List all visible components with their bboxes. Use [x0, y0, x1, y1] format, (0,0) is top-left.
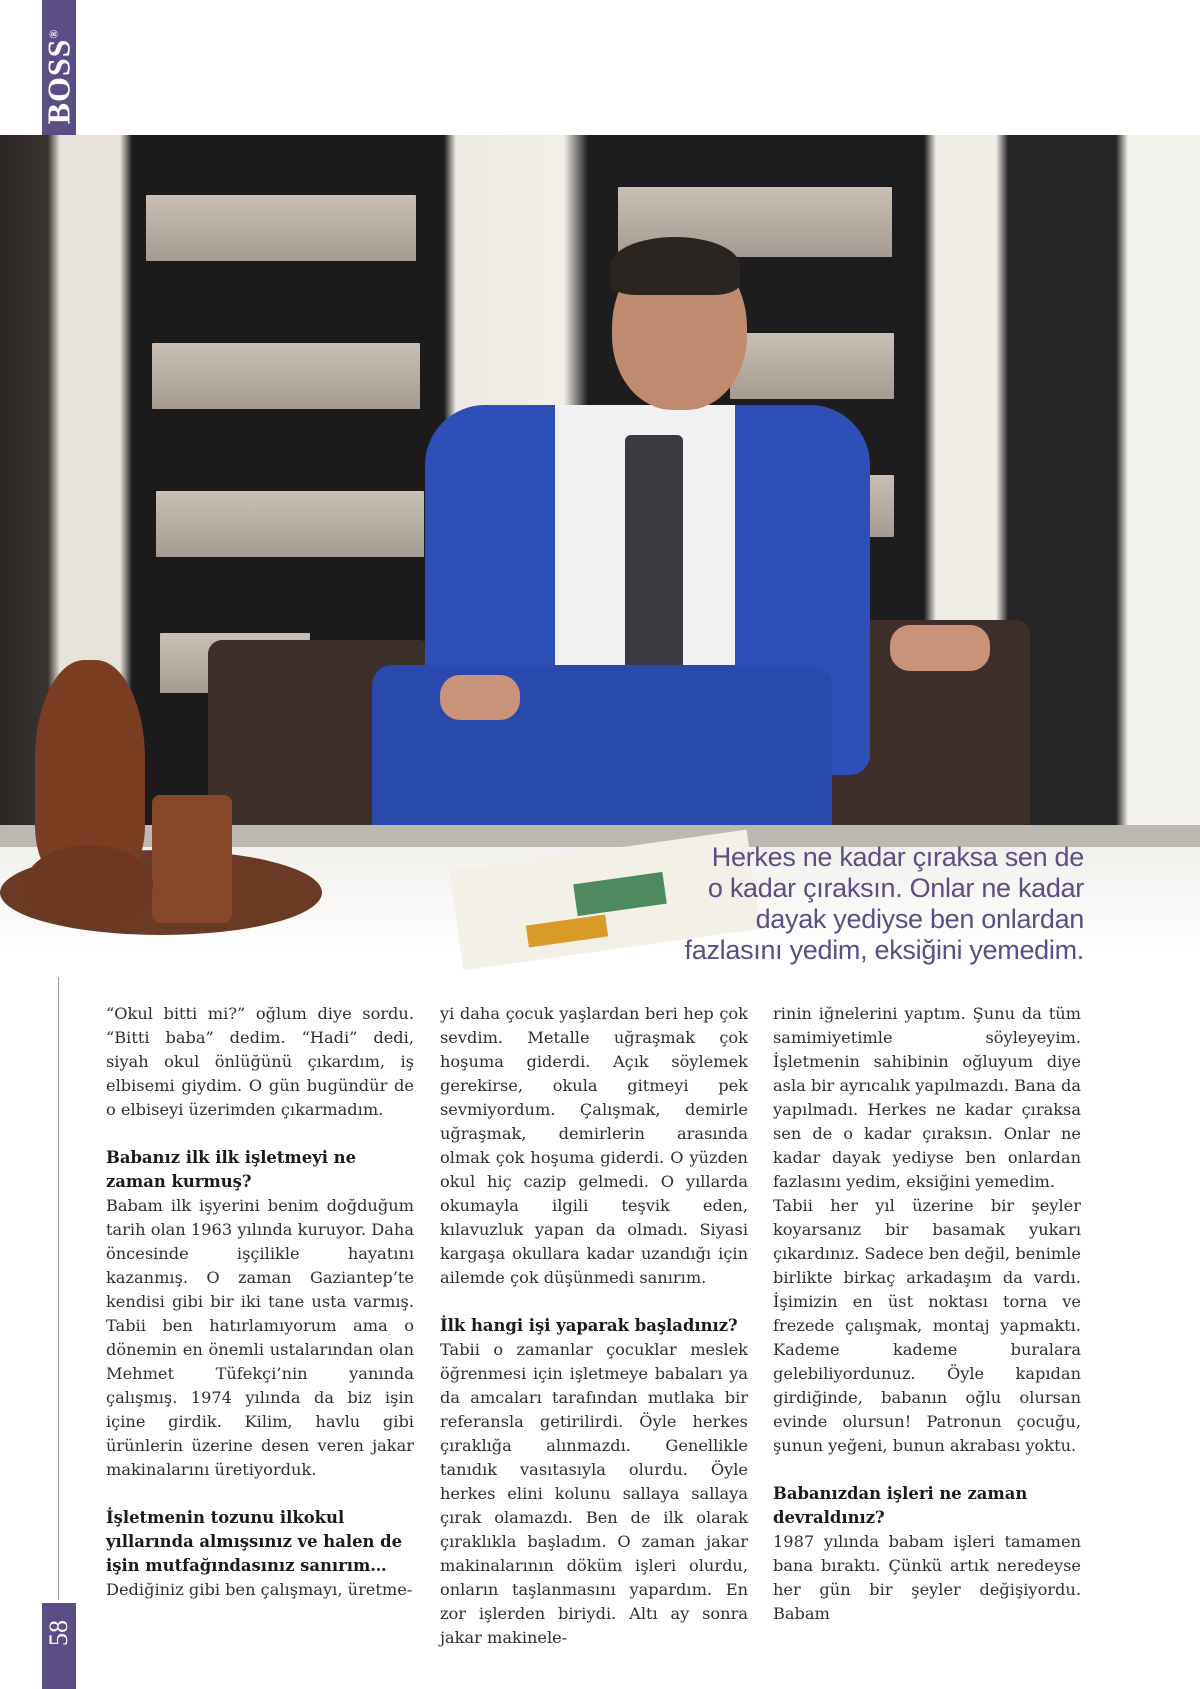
decor-bowl: [25, 845, 153, 925]
brand-logo: BOSS®: [40, 28, 77, 124]
page-number: 58: [44, 1620, 73, 1646]
article-column-2: [440, 1002, 748, 1650]
interview-question: Babanızdan işleri ne zaman devraldınız?: [773, 1484, 1028, 1527]
short-vase: [152, 795, 232, 923]
body-paragraph: Babam ilk işyerini benim doğduğum tarih olan 1963 yılında kuruyor. Daha öncesinde işçilikle hayatını kazanmış. O zaman Gaziantep’te kendisi gibi bir iki tane usta varmış. Tabii ben hatırlamıyorum ama o dönemin en önemli ustalarından olan Mehmet Tüfekçi’nin yanında çalışmış. 1974 yılında da biz işin içine girdik. Kilim, havlu gibi ürünlerin üzerine desen veren jakar makinalarını üretiyorduk.: [106, 1196, 414, 1479]
door-glass-panel: [152, 343, 420, 409]
body-paragraph: 1987 yılında babam işleri tamamen bana bıraktı. Çünkü artık neredeyse her gün bir şeyler değişiyordu. Babam: [773, 1532, 1081, 1623]
door-glass-panel: [146, 195, 416, 261]
body-paragraph: Tabii o zamanlar çocuklar meslek öğrenmesi için işletmeye babaları ya da amcaları tarafından mutlaka bir referansla getirilirdi. Öyle herkes çıraklığa alınmazdı. Genellikle tanıdık vasıtasıyla olurdu. Öyle herkes elini kolunu sallaya sallaya çırak olamazdı. Ben de ilk olarak çıraklıkla başladım. O zaman jakar makinalarının döküm işleri olurdu, onların taşlanmasını yapardım. En zor işlerden biriydi. Altı ay sonra jakar makinele-: [440, 1340, 748, 1647]
door-glass-panel: [730, 333, 894, 399]
pull-quote: [564, 842, 1084, 966]
interview-question: Babanız ilk ilk işletmeyi ne zaman kurmuş?: [106, 1148, 356, 1191]
body-paragraph: rinin iğnelerini yaptım. Şunu da tüm samimiyetimle söyleyeyim. İşletmenin sahibinin oğluyum diye asla bir ayrıcalık yapılmazdı. Bana da yapılmadı. Herkes ne kadar çıraksa sen de o kadar çıraksın. Onlar ne kadar dayak yediyse ben onlardan fazlasını yedim, eksiğini yemedim.: [773, 1004, 1081, 1191]
pull-quote-line: Herkes ne kadar çıraksa sen de: [711, 842, 1084, 872]
hair: [610, 237, 740, 295]
body-paragraph: Dediğiniz gibi ben çalışmayı, üretme-: [106, 1580, 413, 1599]
left-hand: [440, 675, 520, 720]
interview-question: İşletmenin tozunu ilkokul yıllarında almışsınız ve halen de işin mutfağındasınız sanırım…: [106, 1508, 403, 1575]
interview-photo: [0, 135, 1200, 847]
body-paragraph: “Okul bitti mi?” oğlum diye sordu. “Bitti baba” dedim. “Hadi” dedi, siyah okul önlüğünü çıkardım, iş elbisemi giydim. O gün bugündür de o elbiseyi üzerimden çıkarmadım.: [106, 1004, 414, 1119]
body-paragraph: Tabii her yıl üzerine bir şeyler koyarsanız bir basamak yukarı çıkardınız. Sadece ben değil, benimle birlikte birkaç arkadaşım da vardı. İşimizin en üst noktası torna ve frezede çalışmak, montaj yapmaktı. Kademe kademe buralara gelebiliyordunuz. Öyle kapıdan girdiğinde, babanın oğlu olursan evinde olursun! Patronun çocuğu, şunun yeğeni, bunun akrabası yoktu.: [773, 1196, 1081, 1455]
pull-quote-line: dayak yediyse ben onlardan: [755, 904, 1084, 934]
article-column-3: [773, 1002, 1081, 1626]
pull-quote-line: o kadar çıraksın. Onlar ne kadar: [707, 873, 1084, 903]
interview-question: İlk hangi işi yaparak başladınız?: [440, 1316, 738, 1335]
pull-quote-line: fazlasını yedim, eksiğini yemedim.: [684, 935, 1084, 965]
article-column-1: [106, 1002, 414, 1602]
door-glass-panel: [156, 491, 424, 557]
body-paragraph: yi daha çocuk yaşlardan beri hep çok sevdim. Metalle uğraşmak çok hoşuma giderdi. Açık söylemek gerekirse, okula gitmeyi pek sevmiyordum. Çalışmak, demirle uğraşmak, demirlerin arasında olmak çok hoşuma giderdi. O yüzden okul hiç cazip gelmedi. O yıllarda okumayla ilgili teşvik eden, kılavuzluk yapan da olmadı. Siyasi kargaşa okullara kadar uzandığı için ailemde çok düşünmedi sanırım.: [440, 1004, 748, 1287]
right-hand: [890, 625, 990, 671]
